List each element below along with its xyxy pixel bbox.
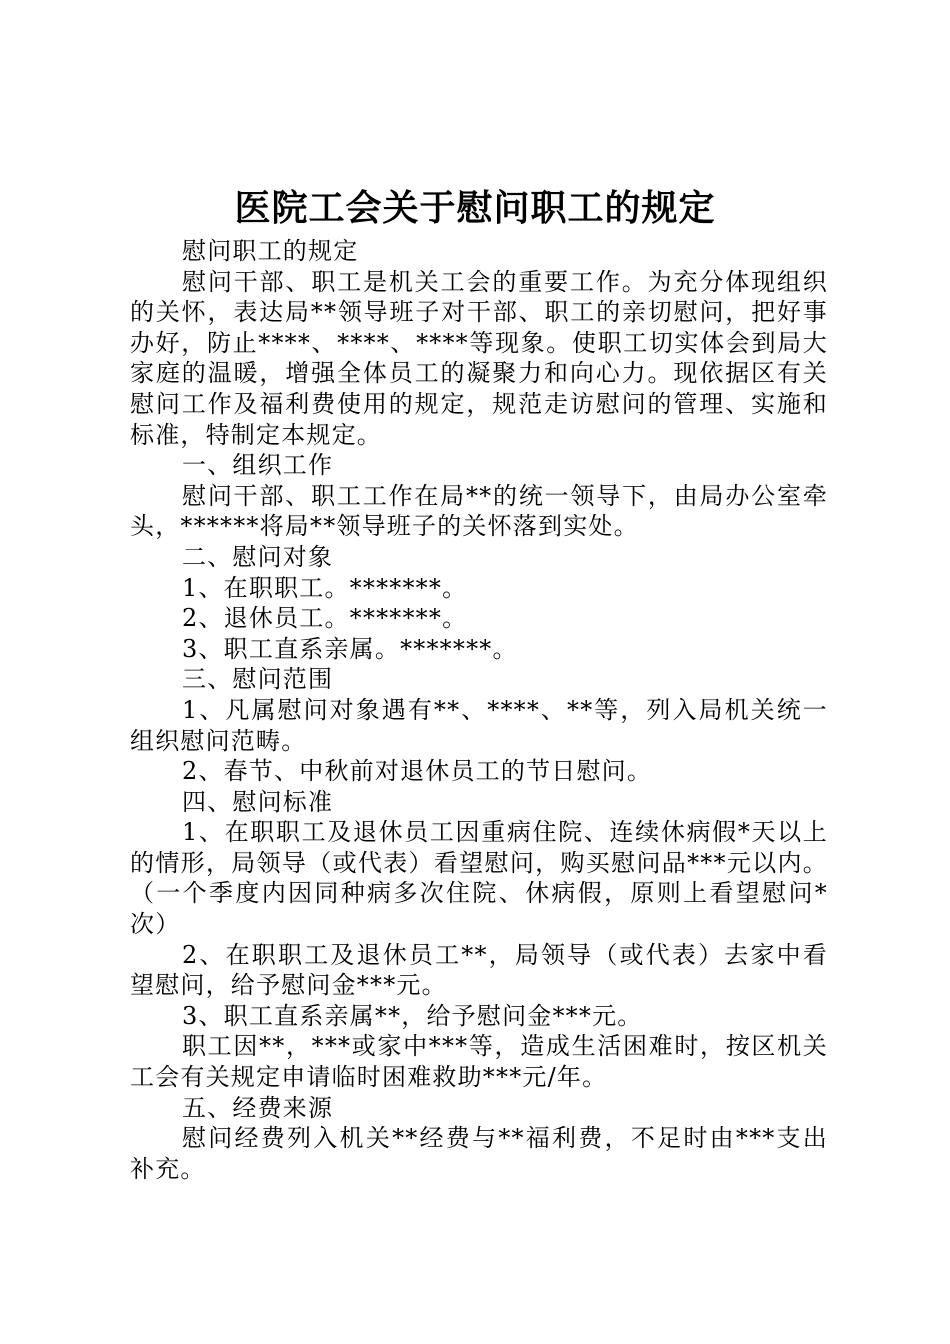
list-item-target-2: 2、退休员工。*******。 (182, 604, 468, 633)
list-item-standard-1: 1、在职职工及退休员工因重病住院、连续休病假*天以上的情形，局领导（或代表）看望慰问，购买慰问品***元以内。（一个季度内因同种病多次住院、休病假，原则上看望慰问*次） (130, 818, 828, 939)
section-heading-scope: 三、慰问范围 (182, 665, 334, 694)
document-body (130, 236, 828, 1184)
document-title: 医院工会关于慰问职工的规定 (234, 187, 716, 229)
paragraph-hardship-aid: 职工因**，***或家中***等，造成生活困难时，按区机关工会有关规定申请临时困难救助***元/年。 (130, 1032, 828, 1092)
paragraph-intro: 慰问干部、职工是机关工会的重要工作。为充分体现组织的关怀，表达局**领导班子对干部、职工的亲切慰问，把好事办好，防止****、****、****等现象。使职工切实体会到局大家庭的温暖，增强全体员工的凝聚力和向心力。现依据区有关慰问工作及福利费使用的规定，规范走访慰问的管理、实施和标准，特制定本规定。 (130, 267, 828, 449)
section-heading-organization: 一、组织工作 (182, 451, 334, 480)
list-item-target-1: 1、在职职工。*******。 (182, 573, 468, 602)
section-heading-funding: 五、经费来源 (182, 1093, 334, 1122)
paragraph-funding: 慰问经费列入机关**经费与**福利费，不足时由***支出补充。 (130, 1124, 828, 1183)
paragraph-subtitle: 慰问职工的规定 (182, 237, 359, 265)
list-item-standard-3: 3、职工直系亲属**，给予慰问金***元。 (182, 1001, 643, 1030)
list-item-standard-2: 2、在职职工及退休员工**，局领导（或代表）去家中看望慰问，给予慰问金***元。 (130, 940, 828, 1000)
list-item-scope-2: 2、春节、中秋前对退休员工的节日慰问。 (182, 757, 653, 786)
section-heading-targets: 二、慰问对象 (182, 542, 334, 571)
section-heading-standards: 四、慰问标准 (182, 787, 334, 816)
paragraph-organization: 慰问干部、职工工作在局**的统一领导下，由局办公室牵头，******将局**领导班子的关怀落到实处。 (130, 481, 828, 541)
list-item-scope-1: 1、凡属慰问对象遇有**、****、**等，列入局机关统一组织慰问范畴。 (130, 695, 828, 755)
list-item-target-3: 3、职工直系亲属。*******。 (182, 634, 518, 663)
